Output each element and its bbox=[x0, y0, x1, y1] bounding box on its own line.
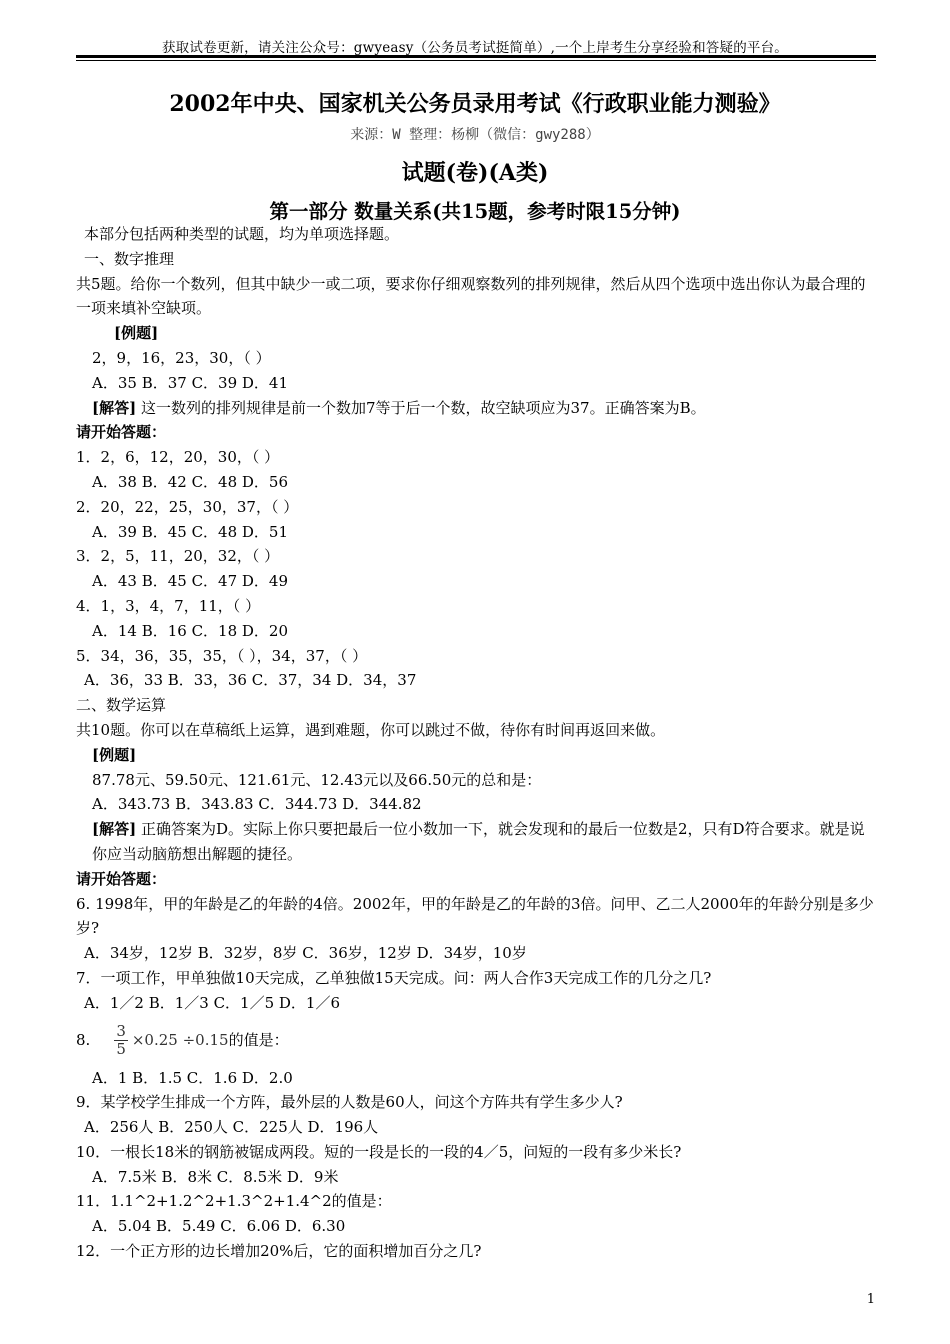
source-line: 来源：W 整理：杨柳（微信：gwy288） bbox=[350, 127, 600, 143]
question-12-stem: 12．一个正方形的边长增加20%后，它的面积增加百分之几? bbox=[76, 1242, 482, 1261]
section2-description: 共10题。你可以在草稿纸上运算，遇到难题，你可以跳过不做，待你有时间再返回来做。 bbox=[76, 720, 666, 739]
question-5-stem: 5．34，36，35，35，（ ），34，37，（ ） bbox=[76, 646, 368, 665]
header-rule-thin bbox=[76, 60, 876, 61]
document-title: 2002年中央、国家机关公务员录用考试《行政职业能力测验》 bbox=[169, 91, 781, 117]
question-8-number: 8. bbox=[76, 1031, 91, 1050]
question-8-stem bbox=[76, 1016, 876, 1066]
question-8-fraction bbox=[114, 1023, 128, 1058]
section1-answer-label: [解答] bbox=[92, 398, 137, 417]
section1-example-label: [例题] bbox=[114, 324, 159, 343]
question-7-stem: 7．一项工作，甲单独做10天完成，乙单独做15天完成。问：两人合作3天完成工作的几分之几? bbox=[76, 968, 712, 987]
page-number: 1 bbox=[866, 1292, 875, 1307]
question-2-stem: 2．20，22，25，30，37，（ ） bbox=[76, 497, 299, 516]
question-8-suffix: 的值是： bbox=[228, 1031, 289, 1050]
section2-heading: 二、数学运算 bbox=[76, 696, 167, 715]
question-2-options: A．39 B．45 C．48 D．51 bbox=[92, 522, 289, 541]
question-7-options: A．1／2 B．1／3 C．1／5 D．1／6 bbox=[84, 993, 341, 1012]
section1-answer-text: 这一数列的排列规律是前一个数加7等于后一个数，故空缺项应为37。正确答案为B。 bbox=[136, 398, 706, 417]
question-9-options: A．256人 B．250人 C．225人 D．196人 bbox=[84, 1118, 379, 1137]
document-body bbox=[76, 222, 876, 1264]
section1-start-label: 请开始答题： bbox=[76, 423, 167, 442]
question-11-stem: 11．1.1^2+1.2^2+1.3^2+1.4^2的值是： bbox=[76, 1192, 392, 1211]
section2-answer-label: [解答] bbox=[92, 820, 137, 839]
question-11-options: A．5.04 B．5.49 C．6.06 D．6.30 bbox=[92, 1217, 346, 1236]
header-rule-thick bbox=[76, 55, 876, 58]
section1-heading: 一、数字推理 bbox=[84, 249, 175, 268]
question-4-stem: 4．1，3，4，7，11，（ ） bbox=[76, 596, 261, 615]
question-4-options: A．14 B．16 C．18 D．20 bbox=[92, 621, 289, 640]
document-subtitle: 试题(卷)(A类) bbox=[401, 160, 549, 186]
question-1-options: A．38 B．42 C．48 D．56 bbox=[92, 472, 289, 491]
section2-example-label: [例题] bbox=[92, 745, 137, 764]
question-8-options: A．1 B．1.5 C．1.6 D．2.0 bbox=[92, 1068, 293, 1087]
section2-answer-text: 正确答案为D。实际上你只要把最后一位小数加一下，就会发现和的最后一位数是2，只有D符合要求。就是说你应当动脑筋想出解题的捷径。 bbox=[92, 820, 865, 863]
section2-start-label: 请开始答题： bbox=[76, 869, 167, 888]
question-1-stem: 1．2，6，12，20，30，（ ） bbox=[76, 448, 280, 467]
question-10-options: A．7.5米 B．8米 C．8.5米 D．9米 bbox=[92, 1167, 339, 1186]
section2-answer bbox=[76, 817, 876, 867]
question-6-stem: 6. 1998年，甲的年龄是乙的年龄的4倍。2002年，甲的年龄是乙的年龄的3倍。问甲、乙二人2000年的年龄分别是多少岁? bbox=[76, 894, 874, 938]
section1-description: 共5题。给你一个数列，但其中缺少一或二项，要求你仔细观察数列的排列规律，然后从四个选项中选出你认为最合理的一项来填补空缺项。 bbox=[76, 274, 866, 318]
section1-answer bbox=[76, 396, 876, 421]
part-title: 第一部分 数量关系(共15题，参考时限15分钟) bbox=[269, 200, 681, 223]
header-note: 获取试卷更新，请关注公众号：gwyeasy（公务员考试挺简单）,一个上岸考生分享经验和答疑的平台。 bbox=[161, 40, 788, 56]
section1-example-sequence: 2，9，16，23，30，（ ） bbox=[92, 348, 271, 367]
section1-example-options: A．35 B．37 C．39 D．41 bbox=[92, 373, 289, 392]
question-6-options: A．34岁，12岁 B．32岁，8岁 C．36岁，12岁 D．34岁，10岁 bbox=[84, 944, 527, 963]
question-8-expression: ×0.25 ÷0.15 bbox=[131, 1031, 229, 1050]
section2-example-options: A．343.73 B．343.83 C．344.73 D．344.82 bbox=[92, 795, 422, 814]
question-3-options: A．43 B．45 C．47 D．49 bbox=[92, 572, 289, 591]
section2-example-text: 87.78元、59.50元、121.61元、12.43元以及66.50元的总和是： bbox=[92, 770, 542, 789]
question-10-stem: 10．一根长18米的钢筋被锯成两段。短的一段是长的一段的4／5，问短的一段有多少米长? bbox=[76, 1142, 682, 1161]
fraction-numerator: 3 bbox=[116, 1022, 126, 1040]
question-9-stem: 9．某学校学生排成一个方阵，最外层的人数是60人，问这个方阵共有学生多少人? bbox=[76, 1093, 623, 1112]
intro-text: 本部分包括两种类型的试题，均为单项选择题。 bbox=[84, 225, 400, 243]
question-3-stem: 3．2，5，11，20，32，（ ） bbox=[76, 547, 280, 566]
fraction-denominator: 5 bbox=[116, 1040, 126, 1058]
question-5-options: A．36，33 B．33，36 C．37，34 D．34，37 bbox=[84, 671, 417, 690]
